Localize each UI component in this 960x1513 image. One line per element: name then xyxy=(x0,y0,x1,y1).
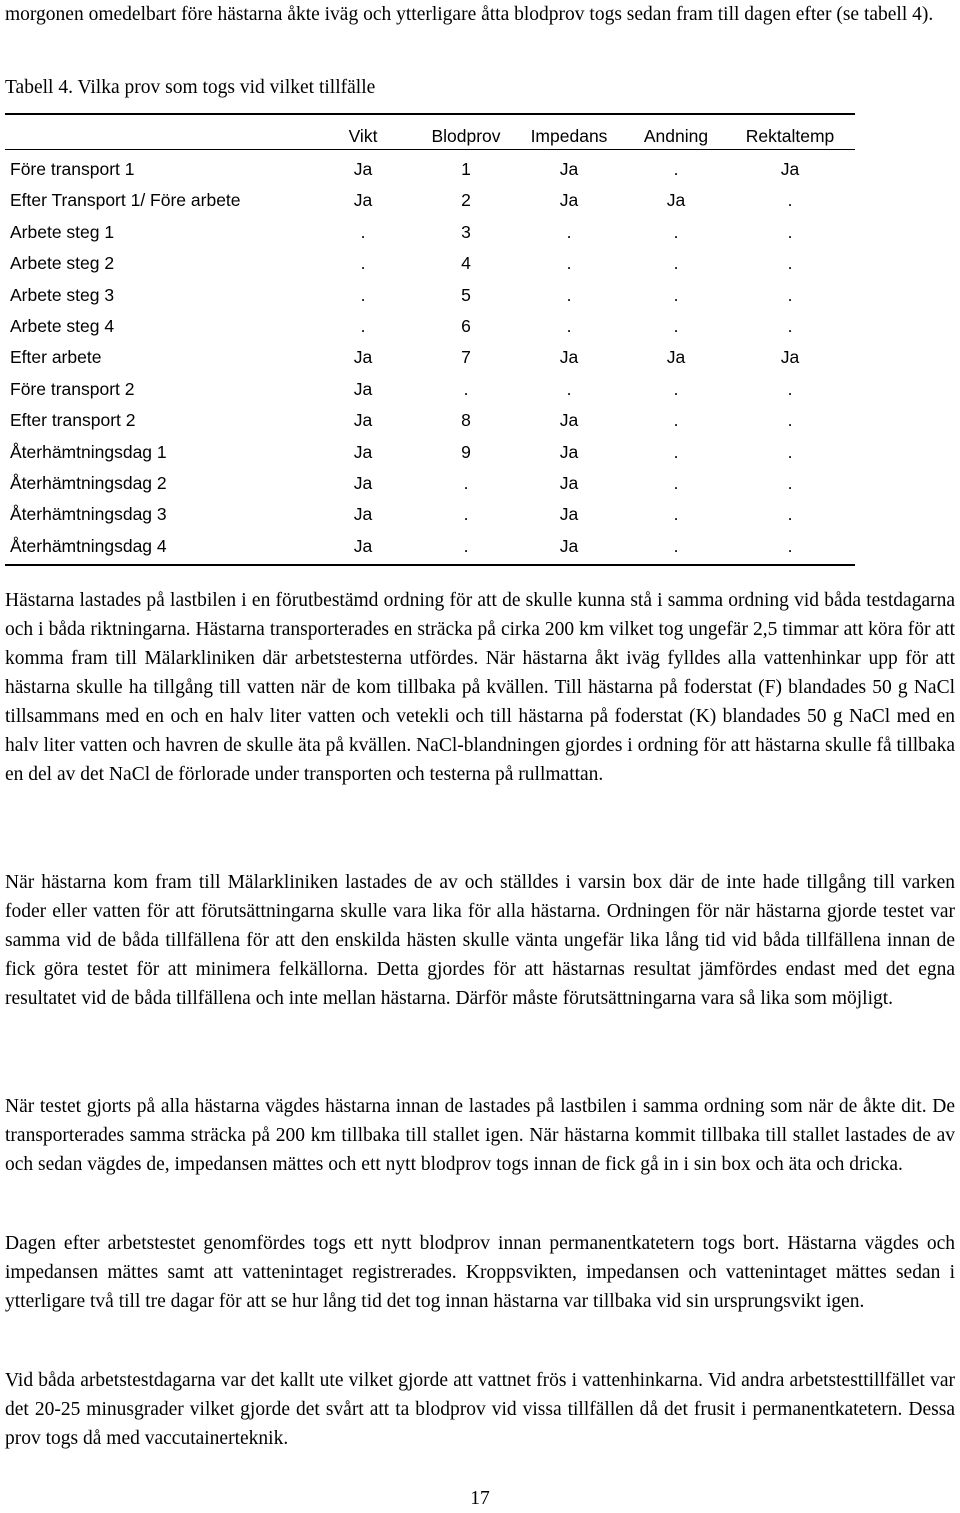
table-cell: . xyxy=(787,410,793,431)
table-cell: Ja xyxy=(353,410,373,431)
table-cell: . xyxy=(673,159,679,179)
table-row-label: Före transport 1 xyxy=(10,159,135,179)
table-cell: . xyxy=(360,284,366,305)
table-cell: . xyxy=(566,253,572,274)
table-row-label: Arbete steg 1 xyxy=(10,221,115,242)
table-cell: . xyxy=(360,221,366,242)
table-header-rule xyxy=(5,149,855,150)
table-cell: . xyxy=(673,504,679,525)
table-cell: Ja xyxy=(666,347,686,368)
table-cell: . xyxy=(673,221,679,242)
table-cell: . xyxy=(673,473,679,493)
table-cell: . xyxy=(360,316,366,336)
table-cell: Ja xyxy=(559,410,579,431)
table-cell: . xyxy=(673,441,679,462)
table-cell: . xyxy=(787,221,793,242)
table-header-cell: Impedans xyxy=(530,126,608,146)
table-top-rule xyxy=(5,113,855,115)
table-cell: Ja xyxy=(353,378,373,399)
table-header-cell: Vikt xyxy=(348,126,378,146)
table-cell: . xyxy=(463,378,469,399)
table-row-label: Återhämtningsdag 2 xyxy=(10,473,167,493)
table-cell: . xyxy=(787,504,793,525)
table-cell: Ja xyxy=(353,190,373,211)
table-cell: . xyxy=(463,473,469,493)
intro-text: morgonen omedelbart före hästarna åkte iväg och ytterligare åtta blodprov togs sedan fram till dagen efter (se tabell 4). xyxy=(5,4,934,25)
table-cell: . xyxy=(360,253,366,274)
table-cell: Ja xyxy=(559,473,579,493)
table-row-label: Efter arbete xyxy=(10,347,102,368)
table-cell: Ja xyxy=(559,535,579,556)
table-header-cell: Blodprov xyxy=(431,126,501,146)
table-cell: Ja xyxy=(353,441,373,462)
paragraph-3: När testet gjorts på alla hästarna vägdes hästarna innan de lastades på lastbilen i samma ordning som när de åkte dit. De transporterades samma sträcka på 200 km tillbaka till stallet igen. När hästarna kommit tillbaka till stallet lastades de av och sedan vägdes de, impedansen mättes och ett nytt blodprov togs innan de fick gå in i sin box och äta och dricka. xyxy=(5,1096,955,1175)
table-caption: Tabell 4. Vilka prov som togs vid vilket tillfälle xyxy=(5,77,376,98)
table-cell: . xyxy=(566,316,572,336)
table-bottom-rule xyxy=(5,564,855,566)
paragraph-1: Hästarna lastades på lastbilen i en förutbestämd ordning för att de skulle kunna stå i samma ordning vid båda testdagarna och i båda riktningarna. Hästarna transporterades en sträcka på cirka 200 km vilket tog ungefär 2,5 timmar att köra för att komma fram till Mälarkliniken där arbetstesterna utfördes. När hästarna åkt iväg fylldes alla vattenhinkar upp för att hästarna skulle ha tillgång till vatten när de kom tillbaka på kvällen. Till hästarna på foderstat (F) blandades 50 g NaCl tillsammans med en och en halv liter vatten och vetekli och till hästarna på foderstat (K) blandades 50 g NaCl med en halv liter vatten och havren de skulle äta på kvällen. NaCl-blandningen gjordes i ordning för att hästarna skulle få tillbaka en del av det NaCl de förlorade under transporten och testerna på rullmattan. xyxy=(5,590,955,785)
table-cell: 5 xyxy=(461,284,471,305)
table-cell: . xyxy=(787,473,793,493)
table-cell: . xyxy=(787,535,793,556)
table-cell: 3 xyxy=(461,221,471,242)
table-cell: . xyxy=(566,378,572,399)
table-cell: 2 xyxy=(461,190,471,211)
table-cell: Ja xyxy=(559,159,579,179)
table-row-label: Återhämtningsdag 4 xyxy=(10,535,167,556)
table-cell: . xyxy=(673,253,679,274)
paragraph-4: Dagen efter arbetstestet genomfördes togs ett nytt blodprov innan permanentkatetern togs bort. Hästarna vägdes och impedansen mättes samt att vattenintaget registrerades. Kroppsvikten, impedansen och vattenintaget mättes sedan i ytterligare två till tre dagar för att se hur lång tid det tog innan hästarna var tillbaka vid sin ursprungsvikt igen. xyxy=(5,1233,955,1312)
table-cell: . xyxy=(787,253,793,274)
table-row-label: Återhämtningsdag 1 xyxy=(10,441,167,462)
table-cell: Ja xyxy=(353,347,373,368)
table-cell: . xyxy=(787,284,793,305)
table-row-label: Arbete steg 3 xyxy=(10,284,115,305)
table-header-cell: Andning xyxy=(643,126,709,146)
table-row-label: Efter transport 2 xyxy=(10,410,136,431)
table-cell: Ja xyxy=(559,504,579,525)
table-cell: 6 xyxy=(461,316,471,336)
table-row-label: Arbete steg 4 xyxy=(10,316,115,336)
table-row-label: Återhämtningsdag 3 xyxy=(10,504,167,525)
table-cell: . xyxy=(463,504,469,525)
paragraph-5: Vid båda arbetstestdagarna var det kallt ute vilket gjorde att vattnet frös i vattenhinkarna. Vid andra arbetstesttillfället var det 20-25 minusgrader vilket gjorde det svårt att ta blodprov vid vissa tillfällen då det frusit i permanentkatetern. Dessa prov togs då med vaccutainerteknik. xyxy=(5,1370,955,1449)
table-cell: Ja xyxy=(559,347,579,368)
page-number: 17 xyxy=(470,1488,490,1509)
table-cell: . xyxy=(673,284,679,305)
table-cell: . xyxy=(463,535,469,556)
table-cell: . xyxy=(787,441,793,462)
table-cell: . xyxy=(787,190,793,211)
table-cell: . xyxy=(787,316,793,336)
table-cell: Ja xyxy=(666,190,686,211)
table-cell: Ja xyxy=(559,190,579,211)
table-header-cell: Rektaltemp xyxy=(745,126,835,146)
table-cell: Ja xyxy=(353,535,373,556)
table-cell: 7 xyxy=(461,347,471,368)
table-cell: . xyxy=(673,316,679,336)
table-cell: Ja xyxy=(559,441,579,462)
table-row-label: Arbete steg 2 xyxy=(10,253,115,274)
table-cell: Ja xyxy=(780,347,800,368)
table-cell: . xyxy=(673,535,679,556)
table-row-label: Före transport 2 xyxy=(10,378,135,399)
table-cell: Ja xyxy=(353,504,373,525)
paragraph-2: När hästarna kom fram till Mälarkliniken lastades de av och ställdes i varsin box där de inte hade tillgång till varken foder eller vatten för att förutsättningarna skulle vara lika för alla hästarna. Ordningen för när hästarna gjorde testet var samma vid de båda tillfällena för att den enskilda hästen skulle vänta ungefär lika lång tid vid båda tillfällena innan de fick göra testet för att minimera felkällorna. Detta gjordes för att hästarnas resultat jämfördes endast med det egna resultatet vid de båda tillfällena och inte mellan hästarna. Därför måste förutsättningarna vara så lika som möjligt. xyxy=(5,872,955,1009)
table-cell: 4 xyxy=(461,253,471,274)
table-cell: 1 xyxy=(461,159,471,179)
table-cell: . xyxy=(566,221,572,242)
table-cell: 8 xyxy=(461,410,471,431)
table-cell: Ja xyxy=(780,159,800,179)
table-cell: . xyxy=(673,410,679,431)
table-cell: . xyxy=(566,284,572,305)
table-cell: Ja xyxy=(353,159,373,179)
table-cell: 9 xyxy=(461,441,471,462)
table-cell: Ja xyxy=(353,473,373,493)
table-cell: . xyxy=(787,378,793,399)
table-row-label: Efter Transport 1/ Före arbete xyxy=(10,190,241,211)
table-cell: . xyxy=(673,378,679,399)
